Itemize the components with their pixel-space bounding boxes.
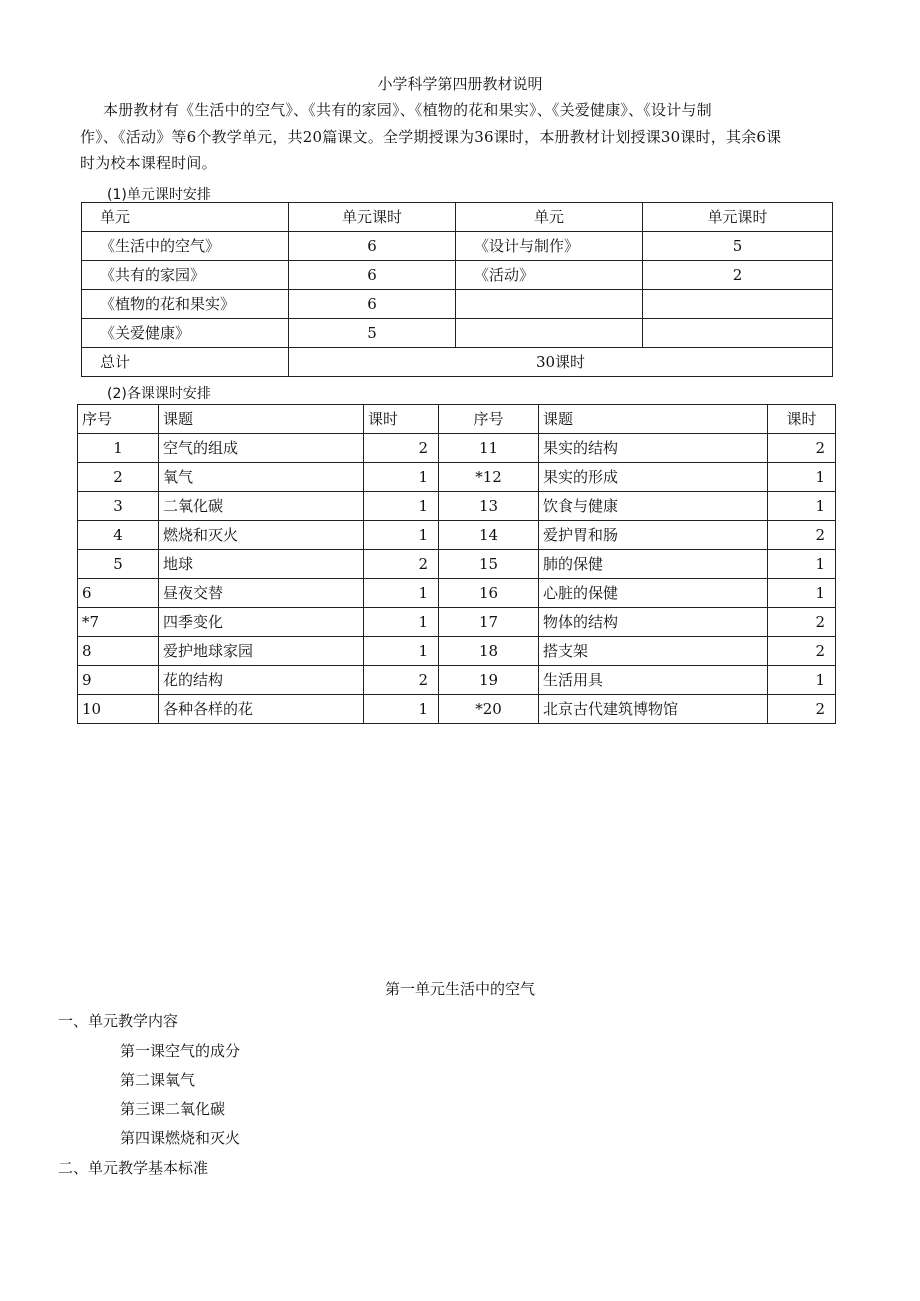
intro-line-3: 时为校本课程时间。 xyxy=(80,154,217,172)
table-header-row xyxy=(78,405,836,434)
hours-cell: 5 xyxy=(289,319,456,348)
topic-cell: 搭支架 xyxy=(539,637,768,666)
header-cell: 课时 xyxy=(768,405,836,434)
topic-cell: 饮食与健康 xyxy=(539,492,768,521)
header-cell: 单元 xyxy=(82,203,289,232)
topic-cell: 果实的形成 xyxy=(539,463,768,492)
hours-cell: 2 xyxy=(768,434,836,463)
intro-line-1: 本册教材有《生活中的空气》、《共有的家园》、《植物的花和果实》、《关爱健康》、《设计与制 xyxy=(103,101,712,119)
total-value: 30课时 xyxy=(289,348,833,377)
table-row xyxy=(82,319,833,348)
hours-cell: 2 xyxy=(364,666,439,695)
hours-cell: 1 xyxy=(768,666,836,695)
index-cell: 15 xyxy=(439,550,539,579)
hours-cell: 1 xyxy=(364,695,439,724)
header-cell: 课时 xyxy=(364,405,439,434)
index-cell: 6 xyxy=(78,579,159,608)
topic-cell: 心脏的保健 xyxy=(539,579,768,608)
topic-cell: 北京古代建筑博物馆 xyxy=(539,695,768,724)
intro-line-2: 作》、《活动》等6个教学单元，共20篇课文。全学期授课为36课时，本册教材计划授课30课时，其余6课 xyxy=(80,128,782,146)
unit-cell: 《活动》 xyxy=(456,261,643,290)
index-cell: *7 xyxy=(78,608,159,637)
hours-cell: 1 xyxy=(768,550,836,579)
unit-cell: 《关爱健康》 xyxy=(82,319,289,348)
table-total-row xyxy=(82,348,833,377)
hours-cell: 1 xyxy=(364,492,439,521)
table-row xyxy=(78,637,836,666)
topic-cell: 空气的组成 xyxy=(159,434,364,463)
index-cell: *12 xyxy=(439,463,539,492)
hours-cell: 2 xyxy=(364,434,439,463)
table-row xyxy=(78,492,836,521)
table-row xyxy=(78,695,836,724)
topic-cell: 燃烧和灭火 xyxy=(159,521,364,550)
index-cell: 14 xyxy=(439,521,539,550)
table-row xyxy=(82,232,833,261)
topic-cell: 生活用具 xyxy=(539,666,768,695)
index-cell: 16 xyxy=(439,579,539,608)
topic-cell: 爱护胃和肠 xyxy=(539,521,768,550)
hours-cell: 1 xyxy=(768,492,836,521)
table-row xyxy=(78,434,836,463)
table-row xyxy=(78,608,836,637)
table-row xyxy=(82,290,833,319)
hours-cell xyxy=(643,290,833,319)
table-header-row xyxy=(82,203,833,232)
index-cell: *20 xyxy=(439,695,539,724)
section-heading-standards: 二、单元教学基本标准 xyxy=(58,1159,209,1177)
unit-cell: 《共有的家园》 xyxy=(82,261,289,290)
hours-cell: 5 xyxy=(643,232,833,261)
unit-cell: 《生活中的空气》 xyxy=(82,232,289,261)
hours-cell: 1 xyxy=(364,521,439,550)
index-cell: 18 xyxy=(439,637,539,666)
index-cell: 19 xyxy=(439,666,539,695)
table-row xyxy=(78,666,836,695)
table-row xyxy=(78,550,836,579)
hours-cell: 6 xyxy=(289,290,456,319)
index-cell: 9 xyxy=(78,666,159,695)
hours-cell: 2 xyxy=(768,695,836,724)
hours-cell: 2 xyxy=(768,521,836,550)
hours-cell: 1 xyxy=(364,637,439,666)
topic-cell: 二氧化碳 xyxy=(159,492,364,521)
topic-cell: 各种各样的花 xyxy=(159,695,364,724)
topic-cell: 物体的结构 xyxy=(539,608,768,637)
topic-cell: 爱护地球家园 xyxy=(159,637,364,666)
header-cell: 序号 xyxy=(439,405,539,434)
table-row xyxy=(78,579,836,608)
topic-cell: 氧气 xyxy=(159,463,364,492)
lesson-item: 第三课二氧化碳 xyxy=(120,1100,226,1118)
table-row xyxy=(82,261,833,290)
hours-cell xyxy=(643,319,833,348)
index-cell: 10 xyxy=(78,695,159,724)
unit-cell xyxy=(456,319,643,348)
topic-cell: 昼夜交替 xyxy=(159,579,364,608)
topic-cell: 肺的保健 xyxy=(539,550,768,579)
lesson-item: 第二课氧气 xyxy=(120,1071,196,1089)
header-cell: 序号 xyxy=(78,405,159,434)
hours-cell: 1 xyxy=(364,463,439,492)
unit-hours-table xyxy=(81,202,833,377)
index-cell: 1 xyxy=(78,434,159,463)
lesson-item: 第一课空气的成分 xyxy=(120,1042,241,1060)
index-cell: 11 xyxy=(439,434,539,463)
lesson-item: 第四课燃烧和灭火 xyxy=(120,1129,241,1147)
lesson-hours-table xyxy=(77,404,836,724)
unit-hours-table-label: (1)单元课时安排 xyxy=(107,187,211,203)
hours-cell: 6 xyxy=(289,232,456,261)
hours-cell: 1 xyxy=(768,463,836,492)
header-cell: 课题 xyxy=(539,405,768,434)
hours-cell: 6 xyxy=(289,261,456,290)
header-cell: 课题 xyxy=(159,405,364,434)
topic-cell: 地球 xyxy=(159,550,364,579)
index-cell: 3 xyxy=(78,492,159,521)
section-heading-content: 一、单元教学内容 xyxy=(58,1012,179,1030)
hours-cell: 2 xyxy=(364,550,439,579)
unit-cell: 《植物的花和果实》 xyxy=(82,290,289,319)
document-title: 小学科学第四册教材说明 xyxy=(377,75,543,93)
lesson-rows xyxy=(78,434,836,724)
header-cell: 单元 xyxy=(456,203,643,232)
lesson-hours-table-label: (2)各课课时安排 xyxy=(107,386,211,402)
hours-cell: 2 xyxy=(768,608,836,637)
topic-cell: 花的结构 xyxy=(159,666,364,695)
total-label: 总计 xyxy=(82,348,289,377)
index-cell: 17 xyxy=(439,608,539,637)
index-cell: 2 xyxy=(78,463,159,492)
hours-cell: 2 xyxy=(768,637,836,666)
unit-cell xyxy=(456,290,643,319)
hours-cell: 1 xyxy=(364,579,439,608)
topic-cell: 果实的结构 xyxy=(539,434,768,463)
hours-cell: 1 xyxy=(364,608,439,637)
index-cell: 4 xyxy=(78,521,159,550)
index-cell: 13 xyxy=(439,492,539,521)
table-row xyxy=(78,521,836,550)
unit-cell: 《设计与制作》 xyxy=(456,232,643,261)
header-cell: 单元课时 xyxy=(643,203,833,232)
table-row xyxy=(78,463,836,492)
hours-cell: 2 xyxy=(643,261,833,290)
index-cell: 5 xyxy=(78,550,159,579)
topic-cell: 四季变化 xyxy=(159,608,364,637)
unit-title: 第一单元生活中的空气 xyxy=(384,980,535,998)
hours-cell: 1 xyxy=(768,579,836,608)
header-cell: 单元课时 xyxy=(289,203,456,232)
index-cell: 8 xyxy=(78,637,159,666)
